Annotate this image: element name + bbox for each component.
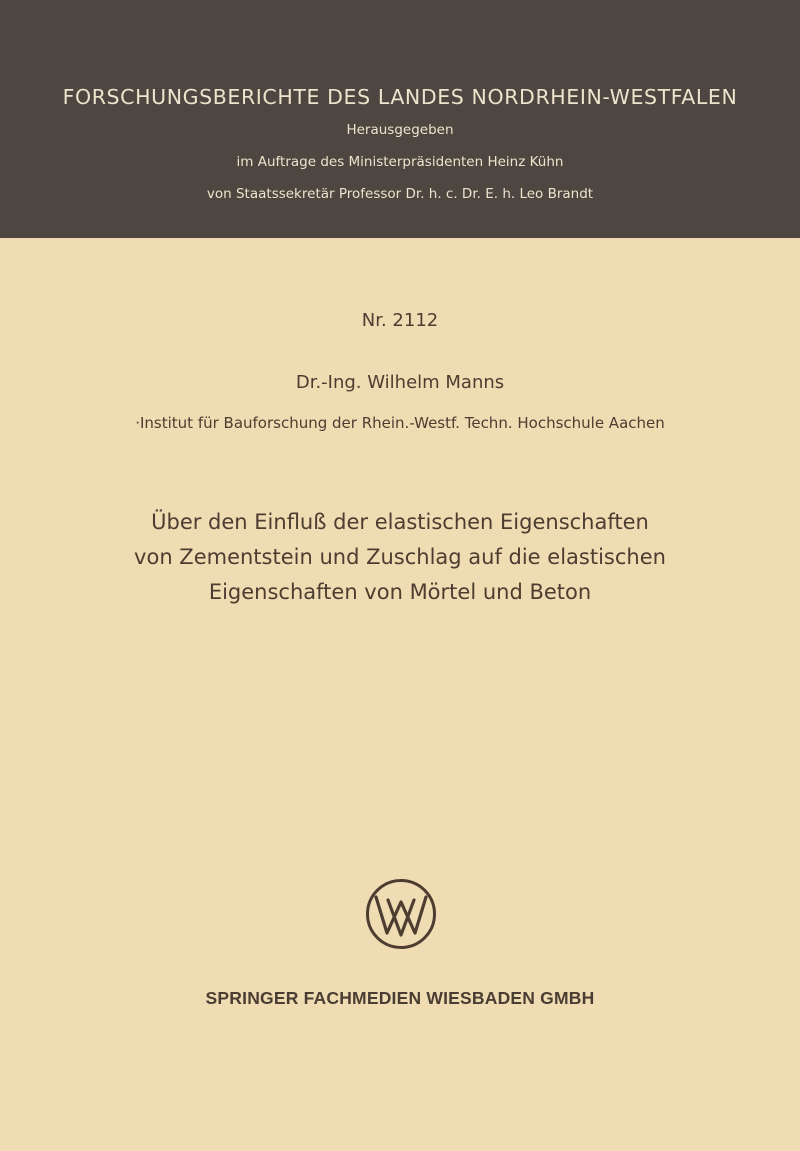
editor-line-1: Herausgegeben — [346, 122, 454, 138]
report-number: Nr. 2112 — [361, 310, 439, 331]
series-title: FORSCHUNGSBERICHTE DES LANDES NORDRHEIN-WESTFALEN — [62, 85, 738, 109]
editor-line-2: im Auftrage des Ministerpräsidenten Heinz Kühn — [236, 154, 564, 170]
editor-line-3: von Staatssekretär Professor Dr. h. c. Dr. E. h. Leo Brandt — [206, 186, 594, 202]
title-line-1: Über den Einfluß der elastischen Eigenschaften — [151, 510, 649, 534]
title-line-3: Eigenschaften von Mörtel und Beton — [208, 580, 592, 604]
title-line-2: von Zementstein und Zuschlag auf die elastischen — [134, 545, 666, 569]
series-header-band — [0, 0, 800, 238]
book-title — [0, 505, 800, 610]
publisher-name: SPRINGER FACHMEDIEN WIESBADEN GMBH — [205, 988, 595, 1008]
institute-name: ·Institut für Bauforschung der Rhein.-Westf. Techn. Hochschule Aachen — [135, 414, 665, 432]
author-name: Dr.-Ing. Wilhelm Manns — [295, 372, 505, 393]
westdeutscher-verlag-logo-icon — [365, 878, 437, 950]
